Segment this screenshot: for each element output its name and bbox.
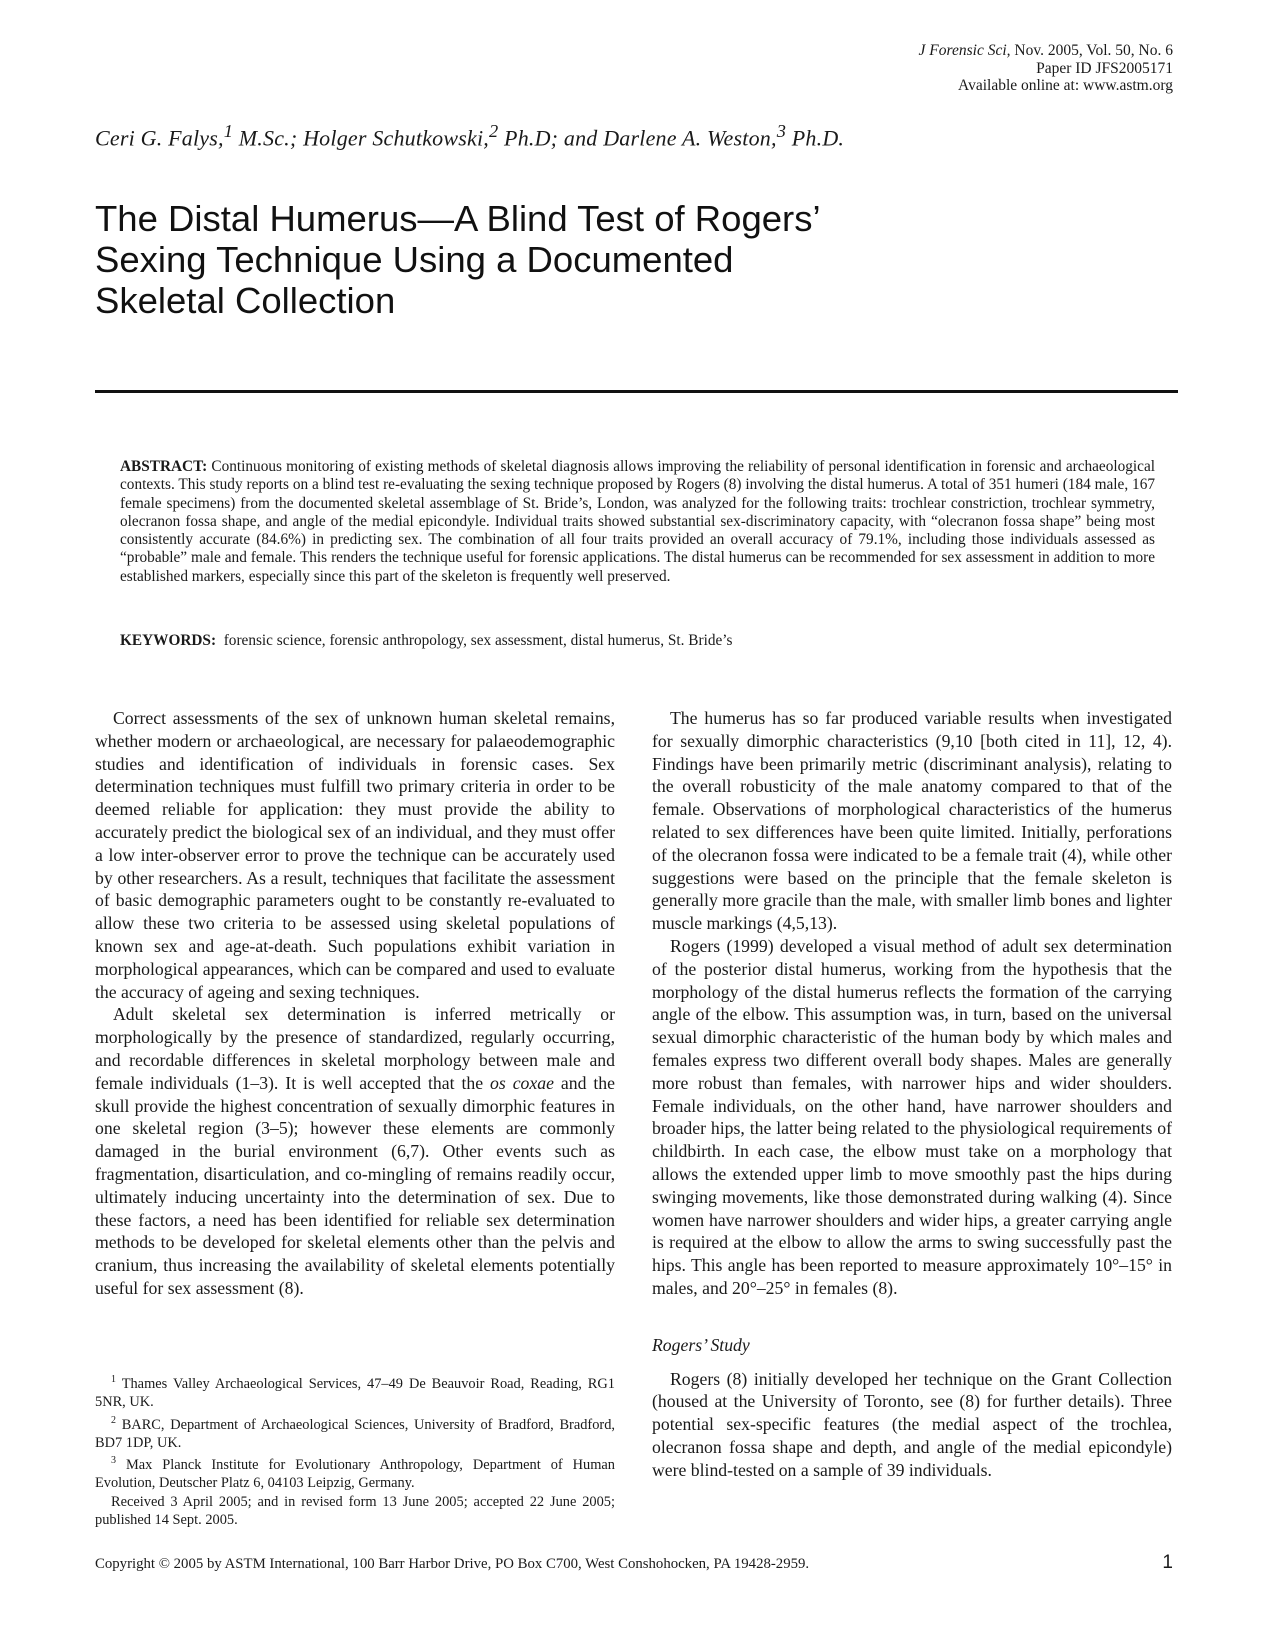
title-divider	[95, 390, 1178, 393]
abstract	[120, 458, 1155, 586]
journal-issue: Nov. 2005, Vol. 50, No. 6	[1010, 42, 1173, 59]
keywords-label: KEYWORDS:	[120, 632, 217, 649]
page-number: 1	[1162, 1552, 1173, 1573]
paragraph: The humerus has so far produced variable results when investigated for sexually dimorphic characteristics (9,10 [both cited in 11], 12, 4). Findings have been primarily metric (discriminant analysis), relating to the overall robusticity of the male anatomy compared to that of the female. Observations of morphological characteristics of the humerus related to sex differences have been quite limited. Initially, perforations of the olecranon fossa were indicated to be a female trait (4), while other suggestions were based on the principle that the female skeleton is generally more gracile than the male, with smaller limb bones and lighter muscle markings (4,5,13).	[652, 708, 1172, 934]
copyright-notice: Copyright © 2005 by ASTM International, 100 Barr Harbor Drive, PO Box C700, West Conshohocken, PA 19428-2959.	[95, 1556, 810, 1572]
author-degree: M.Sc.;	[233, 125, 304, 151]
keywords-text: forensic science, forensic anthropology, sex assessment, distal humerus, St. Bride’s	[216, 632, 733, 649]
section-subheading: Rogers’ Study	[652, 1334, 750, 1355]
footnote-text: BARC, Department of Archaeological Sciences, University of Bradford, Bradford, BD7 1DP, UK.	[95, 1416, 615, 1451]
journal-header	[919, 42, 1173, 95]
emphasis: os coxae	[490, 1072, 554, 1093]
title-line: Sexing Technique Using a Documented	[95, 239, 734, 280]
footnote	[95, 1412, 615, 1453]
affiliation-marker: 1	[223, 121, 234, 141]
author-name: Darlene A. Weston,	[603, 125, 777, 151]
footnote-marker: 3	[111, 1455, 116, 1467]
footnote-marker: 2	[111, 1414, 116, 1426]
author-degree: Ph.D.	[786, 125, 845, 151]
paper-title	[95, 198, 925, 321]
footnote	[95, 1371, 615, 1412]
footnote	[95, 1452, 615, 1493]
received-dates: Received 3 April 2005; and in revised form 13 June 2005; accepted 22 June 2005; published 14 Sept. 2005.	[95, 1493, 615, 1529]
body-column-left	[95, 707, 615, 1300]
body-column-right	[652, 707, 1172, 1482]
paragraph: Correct assessments of the sex of unknown human skeletal remains, whether modern or archaeological, are necessary for palaeodemographic studies and identification of individuals in forensic cases. Sex determination techniques must fulfill two primary criteria in order to be deemed reliable for application: they must provide the ability to accurately predict the biological sex of an individual, and they must offer a low inter-observer error to prove the technique can be accurately used by other researchers. As a result, techniques that facilitate the assessment of basic demographic parameters ought to be constantly re-evaluated to allow these two criteria to be assessed using skeletal populations of known sex and age-at-death. Such populations exhibit variation in morphological appearances, which can be compared and used to evaluate the accuracy of ageing and sexing techniques.	[95, 708, 615, 1002]
journal-citation	[919, 42, 1173, 60]
affiliation-marker: 3	[776, 121, 787, 141]
paragraph: Rogers (8) initially developed her technique on the Grant Collection (housed at the University of Toronto, see (8) for further details). Three potential sex-specific features (the medial aspect of the trochlea, olecranon fossa shape and depth, and angle of the medial epicondyle) were blind-tested on a sample of 39 individuals.	[652, 1368, 1172, 1480]
journal-name: J Forensic Sci,	[918, 42, 1011, 59]
abstract-label: ABSTRACT:	[120, 458, 208, 475]
title-line: Skeletal Collection	[95, 280, 396, 321]
footnote-text: Thames Valley Archaeological Services, 47–49 De Beauvoir Road, Reading, RG1 5NR, UK.	[95, 1375, 615, 1411]
title-line: The Distal Humerus—A Blind Test of Rogers’	[95, 198, 821, 239]
keywords	[120, 632, 1155, 650]
author-list	[95, 121, 844, 151]
affiliation-marker: 2	[488, 121, 499, 141]
paper-id: Paper ID JFS2005171	[1036, 59, 1173, 77]
online-availability: Available online at: www.astm.org	[958, 77, 1173, 94]
paragraph: Rogers (1999) developed a visual method of adult sex determination of the posterior distal humerus, working from the hypothesis that the morphology of the distal humerus reflects the formation of the carrying angle of the elbow. This assumption was, in turn, based on the universal sexual dimorphic characteristic of the human body by which males and females express two different overall body shapes. Males are generally more robust than females, with narrower hips and wider shoulders. Female individuals, on the other hand, have narrower shoulders and broader hips, the latter being related to the physiological requirements of childbirth. In each case, the elbow must take on a morphology that allows the extended upper limb to move smoothly past the hips during swinging movements, like those demonstrated during walking (4). Since women have narrower shoulders and wider hips, a greater carrying angle is required at the elbow to allow the arms to swing successfully past the hips. This angle has been reported to measure approximately 10°–15° in males, and 20°–25° in females (8).	[652, 935, 1172, 1298]
abstract-text: Continuous monitoring of existing methods of skeletal diagnosis allows improving the reliability of personal identification in forensic and archaeological contexts. This study reports on a blind test re-evaluating the sexing technique proposed by Rogers (8) involving the distal humerus. A total of 351 humeri (184 male, 167 female specimens) from the documented skeletal assemblage of St. Bride’s, London, was analyzed for the following traits: trochlear constriction, trochlear symmetry, olecranon fossa shape, and angle of the medial epicondyle. Individual traits showed substantial sex-discriminatory capacity, with “olecranon fossa shape” being most consistently accurate (84.6%) in predicting sex. The combination of all four traits provided an overall accuracy of 79.1%, including those individuals assessed as “probable” male and female. This renders the technique useful for forensic applications. The distal humerus can be recommended for sex assessment in addition to more established markers, especially since this part of the skeleton is frequently well preserved.	[120, 458, 1155, 585]
author-name: Ceri G. Falys,	[95, 125, 224, 151]
paragraph-text: Adult skeletal sex determination is inferred metrically or morphologically by the presence of standardized, regularly occurring, and recordable differences in skeletal morphology between male and female individuals (1–3). It is well accepted that the	[95, 1004, 615, 1093]
author-degree: Ph.D; and	[498, 125, 604, 151]
paragraph-text: and the skull provide the highest concentration of sexually dimorphic features in one skeletal region (3–5); however these elements are commonly damaged in the burial environment (6,7). Other events such as fragmentation, disarticulation, and co-mingling of remains readily occur, ultimately inducing uncertainty into the determination of sex. Due to these factors, a need has been identified for reliable sex determination methods to be developed for skeletal elements other than the pelvis and cranium, thus increasing the availability of skeletal elements potentially useful for sex assessment (8).	[95, 1072, 615, 1298]
author-name: Holger Schutkowski,	[303, 125, 489, 151]
footnotes	[95, 1371, 615, 1530]
footnote-text: Max Planck Institute for Evolutionary Anthropology, Department of Human Evolution, Deutscher Platz 6, 04103 Leipzig, Germany.	[95, 1457, 615, 1492]
paragraph	[95, 1003, 615, 1299]
footnote-marker: 1	[111, 1374, 116, 1385]
